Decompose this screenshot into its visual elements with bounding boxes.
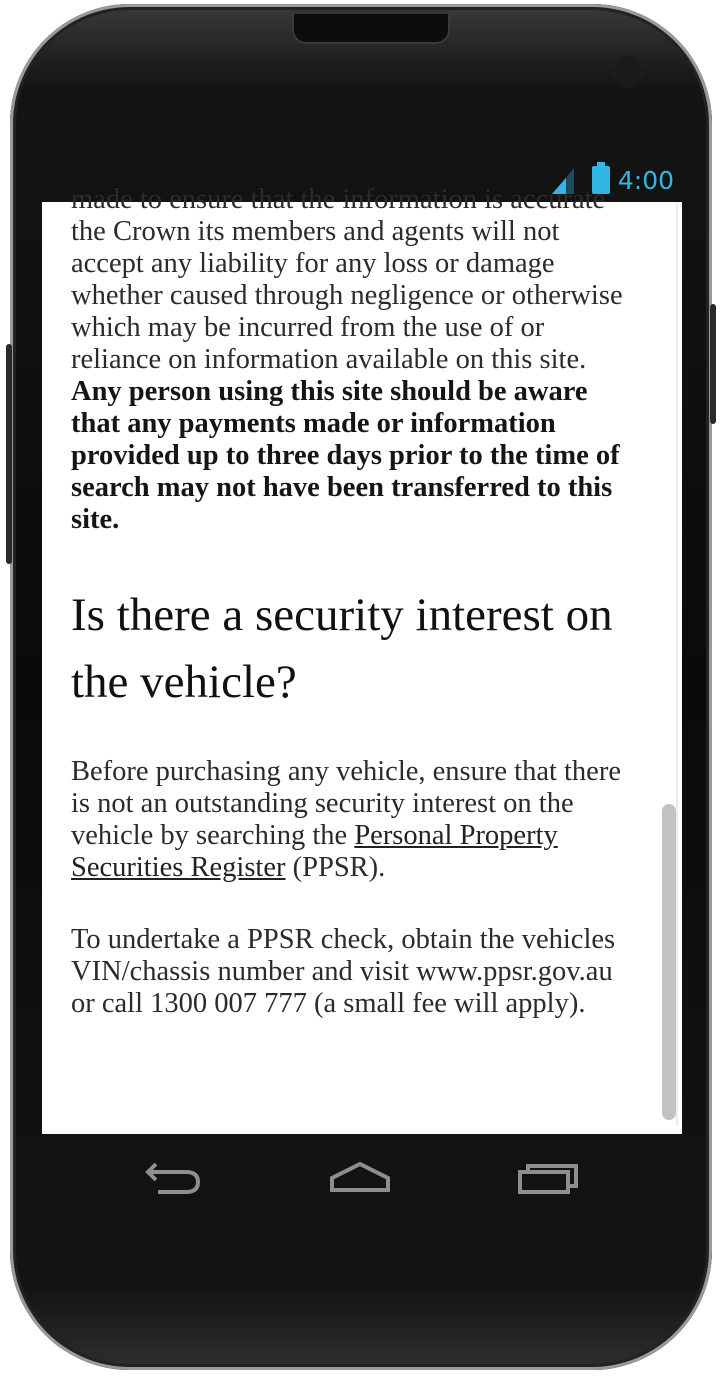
- ppsr-text-after: (PPSR).: [285, 852, 386, 883]
- power-button[interactable]: [710, 304, 716, 424]
- scrollbar-thumb[interactable]: [662, 804, 676, 1120]
- disclaimer-paragraph: [71, 184, 631, 536]
- recent-apps-icon[interactable]: [516, 1156, 580, 1196]
- back-icon[interactable]: [142, 1156, 206, 1196]
- speaker-grille: [292, 14, 450, 44]
- ppsr-paragraph: [71, 756, 631, 884]
- browser-viewport[interactable]: [42, 184, 682, 1134]
- navigation-bar: [42, 1134, 682, 1224]
- volume-button[interactable]: [6, 344, 12, 564]
- article-content: [71, 184, 631, 1020]
- home-icon[interactable]: [328, 1156, 392, 1196]
- disclaimer-cut-line: made to ensure that the information is: [71, 184, 504, 215]
- section-heading: Is there a security interest on the vehicle?: [71, 589, 613, 708]
- disclaimer-text: accurate the Crown its members and agents will not accept any liability for any loss or damage whether caused through negligence or otherwise which may be incurred from the use of or reliance on information available on this site.: [71, 184, 623, 375]
- ppsr-text-before: Before purchasing any vehicle, ensure that there is not an outstanding security interest on the vehicle by searching the: [71, 756, 621, 851]
- status-time: 4:00: [617, 166, 674, 195]
- ppsr-link[interactable]: Personal Property Securities Register: [71, 820, 558, 883]
- disclaimer-warning: Any person using this site should be aware that any payments made or information provided up to three days prior to the time of search may not have been transferred to this site.: [71, 376, 620, 535]
- scroll-track: [676, 202, 678, 1126]
- front-camera: [612, 56, 644, 88]
- ppsr-check-paragraph: To undertake a PPSR check, obtain the vehicles VIN/chassis number and visit www.ppsr.gov.au or call 1300 007 777 (a small fee will apply).: [71, 924, 616, 1019]
